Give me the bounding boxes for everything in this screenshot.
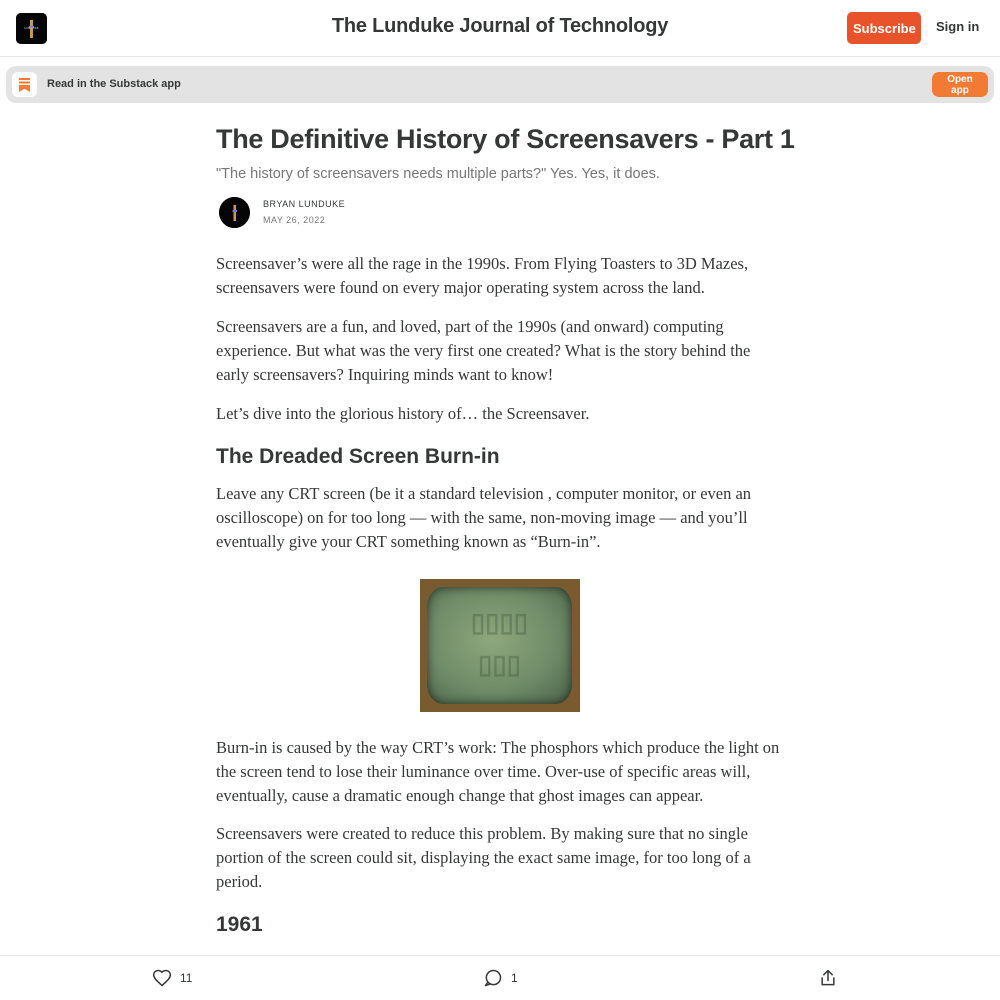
heart-icon [152,968,172,988]
share-icon [818,968,838,988]
author-name[interactable]: BRYAN LUNDUKE [263,199,346,209]
comment-icon [483,968,503,988]
crt-screen [427,587,572,704]
substack-icon [12,72,37,97]
open-app-button[interactable]: Open app [932,72,988,97]
post-date: MAY 26, 2022 [263,215,326,225]
body-paragraph: Let’s dive into the glorious history of… the Screensaver. [216,404,590,423]
subscribe-button[interactable]: Subscribe [847,12,921,44]
post-subtitle: "The history of screensavers needs multiple parts?" Yes. Yes, it does. [216,166,660,182]
sign-in-link[interactable]: Sign in [936,19,980,34]
app-banner [6,66,994,103]
top-navbar [0,0,1000,57]
like-count: 11 [180,971,193,985]
comment-button[interactable] [483,968,518,988]
site-title[interactable]: The Lunduke Journal of Technology [331,15,669,37]
body-paragraph: Screensaver’s were all the rage in the 1990s. From Flying Toasters to 3D Mazes, screensavers were found on every major operating system across the land. [216,254,749,297]
svg-text:LUNDUKE: LUNDUKE [24,26,39,30]
app-banner-label: Read in the Substack app [47,78,181,90]
crt-burn-in-image[interactable] [420,579,580,712]
body-paragraph: Screensavers are a fun, and loved, part of the 1990s (and onward) computing experience. But what was the very first one created? What is the story behind the early screensavers? Inquiring minds want to know! [216,317,751,384]
like-button[interactable] [152,968,192,988]
body-paragraph: Leave any CRT screen (be it a standard television , computer monitor, or even an oscilloscope) on for too long — with the same, non-moving image — and you’ll eventually give your CRT something known as “Burn-in”. [216,484,752,551]
section-heading: 1961 [216,913,263,936]
ghost-image: ▯▯▯▯ [470,607,529,637]
post-title: The Definitive History of Screensavers - Part 1 [216,124,795,154]
bottom-action-bar [0,955,1000,1000]
ghost-image: ▯▯▯ [478,649,521,679]
body-paragraph: Burn-in is caused by the way CRT’s work: The phosphors which produce the light on the screen tend to lose their luminance over time. Over-use of specific areas will, eventually, cause a dramatic enough change that ghost images can appear. [216,738,780,805]
section-heading: The Dreaded Screen Burn-in [216,445,500,468]
comment-count: 1 [511,971,518,985]
body-paragraph: Screensavers were created to reduce this problem. By making sure that no single portion of the screen could sit, displaying the exact same image, for too long of a period. [216,824,751,891]
author-avatar[interactable] [219,197,250,228]
share-button[interactable] [818,968,838,988]
